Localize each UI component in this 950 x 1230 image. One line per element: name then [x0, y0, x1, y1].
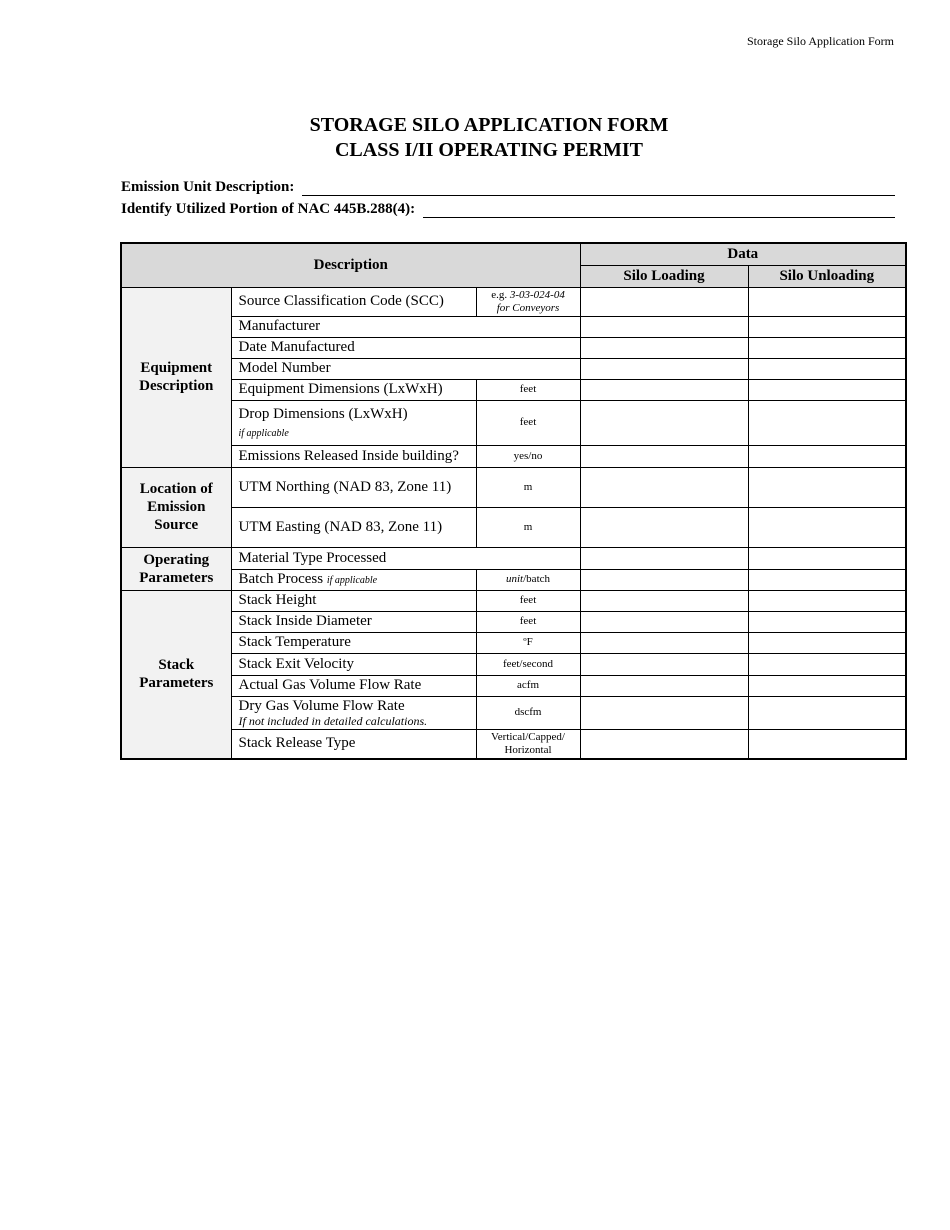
- nac-portion-input[interactable]: [423, 204, 895, 218]
- stack-height-unloading-cell[interactable]: [748, 590, 906, 611]
- group-operating-parameters: Operating Parameters: [121, 547, 231, 590]
- unit-release-type: [476, 729, 580, 759]
- emission-unit-description-field: [121, 179, 895, 196]
- utm-northing-unloading-cell[interactable]: [748, 467, 906, 507]
- batch-process-note: if applicable: [326, 574, 378, 586]
- drop-dimensions-label-text: Drop Dimensions (LxWxH): [238, 405, 408, 422]
- table-row: [121, 445, 906, 467]
- utm-easting-unloading-cell[interactable]: [748, 507, 906, 547]
- unit-release-type-line2: Horizontal: [504, 743, 552, 756]
- silo-data-table: [120, 242, 907, 760]
- unit-equipment-dimensions: feet: [476, 379, 580, 400]
- row-label-stack-height: Stack Height: [231, 590, 476, 611]
- unit-scc-code: 3-03-024-04: [509, 288, 565, 301]
- unit-actual-flow: acfm: [476, 675, 580, 696]
- row-label-stack-diameter: Stack Inside Diameter: [231, 611, 476, 632]
- row-label-equipment-dimensions: Equipment Dimensions (LxWxH): [231, 379, 476, 400]
- unit-dry-flow: dscfm: [476, 696, 580, 729]
- unit-batch-process-rest: /batch: [523, 573, 551, 585]
- table-row: [121, 653, 906, 675]
- scc-unloading-cell[interactable]: [748, 287, 906, 316]
- description-header: Description: [121, 243, 580, 287]
- row-label-actual-flow: Actual Gas Volume Flow Rate: [231, 675, 476, 696]
- unit-release-type-line1: Vertical/Capped/: [491, 730, 565, 743]
- data-header: Data: [580, 243, 906, 265]
- row-label-dry-flow: [231, 696, 476, 729]
- title-line-2: CLASS I/II OPERATING PERMIT: [334, 139, 644, 161]
- unit-utm-easting: m: [476, 507, 580, 547]
- group-stack-parameters: Stack Parameters: [121, 590, 231, 759]
- drop-dimensions-unloading-cell[interactable]: [748, 400, 906, 445]
- date-manufactured-unloading-cell[interactable]: [748, 337, 906, 358]
- silo-unloading-header: Silo Unloading: [748, 265, 906, 287]
- row-label-model-number: Model Number: [231, 358, 580, 379]
- stack-temperature-loading-cell[interactable]: [580, 632, 748, 653]
- table-row: [121, 316, 906, 337]
- dry-flow-unloading-cell[interactable]: [748, 696, 906, 729]
- unit-batch-process: [476, 569, 580, 590]
- dry-flow-note: If not included in detailed calculations.: [238, 713, 428, 728]
- material-type-loading-cell[interactable]: [580, 547, 748, 569]
- unit-stack-velocity: feet/second: [476, 653, 580, 675]
- row-label-stack-velocity: Stack Exit Velocity: [231, 653, 476, 675]
- emissions-inside-loading-cell[interactable]: [580, 445, 748, 467]
- release-type-loading-cell[interactable]: [580, 729, 748, 759]
- row-label-drop-dimensions: [231, 400, 476, 445]
- emission-unit-description-label: Emission Unit Description:: [121, 179, 295, 195]
- dry-flow-label-text: Dry Gas Volume Flow Rate: [238, 697, 405, 714]
- table-row: [121, 729, 906, 759]
- title-line-1: STORAGE SILO APPLICATION FORM: [309, 114, 669, 136]
- model-number-unloading-cell[interactable]: [748, 358, 906, 379]
- manufacturer-unloading-cell[interactable]: [748, 316, 906, 337]
- emissions-inside-unloading-cell[interactable]: [748, 445, 906, 467]
- drop-dimensions-note: if applicable: [238, 427, 289, 439]
- table-row: [121, 696, 906, 729]
- dry-flow-loading-cell[interactable]: [580, 696, 748, 729]
- table-row: [121, 675, 906, 696]
- manufacturer-loading-cell[interactable]: [580, 316, 748, 337]
- table-row: [121, 379, 906, 400]
- row-label-utm-northing: UTM Northing (NAD 83, Zone 11): [231, 467, 476, 507]
- group-location-of-emission-source: Location of Emission Source: [121, 467, 231, 547]
- table-row: [121, 507, 906, 547]
- unit-scc: [476, 287, 580, 316]
- table-row: [121, 547, 906, 569]
- table-row: [121, 467, 906, 507]
- unit-scc-suffix: for Conveyors: [496, 301, 560, 314]
- stack-velocity-unloading-cell[interactable]: [748, 653, 906, 675]
- stack-diameter-unloading-cell[interactable]: [748, 611, 906, 632]
- row-label-batch-process: [231, 569, 476, 590]
- row-label-scc: Source Classification Code (SCC): [231, 287, 476, 316]
- table-row: [121, 569, 906, 590]
- unit-stack-diameter: feet: [476, 611, 580, 632]
- nac-portion-field: [121, 201, 895, 218]
- stack-velocity-loading-cell[interactable]: [580, 653, 748, 675]
- emission-unit-description-input[interactable]: [302, 182, 895, 196]
- stack-height-loading-cell[interactable]: [580, 590, 748, 611]
- row-label-manufacturer: Manufacturer: [231, 316, 580, 337]
- group-equipment-description: Equipment Description: [121, 287, 231, 467]
- batch-process-unloading-cell[interactable]: [748, 569, 906, 590]
- equipment-dimensions-loading-cell[interactable]: [580, 379, 748, 400]
- silo-loading-header: Silo Loading: [580, 265, 748, 287]
- batch-process-loading-cell[interactable]: [580, 569, 748, 590]
- unit-stack-temperature: ºF: [476, 632, 580, 653]
- table-row: [121, 358, 906, 379]
- release-type-unloading-cell[interactable]: [748, 729, 906, 759]
- row-label-release-type: Stack Release Type: [231, 729, 476, 759]
- unit-drop-dimensions: feet: [476, 400, 580, 445]
- unit-scc-prefix: e.g.: [491, 288, 510, 301]
- unit-batch-process-italic: unit: [506, 573, 524, 585]
- unit-utm-northing: m: [476, 467, 580, 507]
- actual-flow-loading-cell[interactable]: [580, 675, 748, 696]
- table-row: [121, 287, 906, 316]
- stack-diameter-loading-cell[interactable]: [580, 611, 748, 632]
- row-label-stack-temperature: Stack Temperature: [231, 632, 476, 653]
- unit-stack-height: feet: [476, 590, 580, 611]
- drop-dimensions-loading-cell[interactable]: [580, 400, 748, 445]
- nac-portion-label: Identify Utilized Portion of NAC 445B.288(4):: [121, 201, 416, 217]
- page-title: [0, 113, 950, 163]
- table-row: [121, 400, 906, 445]
- batch-process-label-text: Batch Process: [238, 570, 324, 587]
- table-row: [121, 632, 906, 653]
- row-label-date-manufactured: Date Manufactured: [231, 337, 580, 358]
- table-row: [121, 590, 906, 611]
- date-manufactured-loading-cell[interactable]: [580, 337, 748, 358]
- table-row: [121, 611, 906, 632]
- running-header: Storage Silo Application Form: [747, 34, 894, 48]
- unit-emissions-inside: yes/no: [476, 445, 580, 467]
- utm-easting-loading-cell[interactable]: [580, 507, 748, 547]
- row-label-utm-easting: UTM Easting (NAD 83, Zone 11): [231, 507, 476, 547]
- utm-northing-loading-cell[interactable]: [580, 467, 748, 507]
- equipment-dimensions-unloading-cell[interactable]: [748, 379, 906, 400]
- table-row: [121, 337, 906, 358]
- stack-temperature-unloading-cell[interactable]: [748, 632, 906, 653]
- model-number-loading-cell[interactable]: [580, 358, 748, 379]
- actual-flow-unloading-cell[interactable]: [748, 675, 906, 696]
- row-label-emissions-inside: Emissions Released Inside building?: [231, 445, 476, 467]
- scc-loading-cell[interactable]: [580, 287, 748, 316]
- row-label-material-type: Material Type Processed: [231, 547, 580, 569]
- material-type-unloading-cell[interactable]: [748, 547, 906, 569]
